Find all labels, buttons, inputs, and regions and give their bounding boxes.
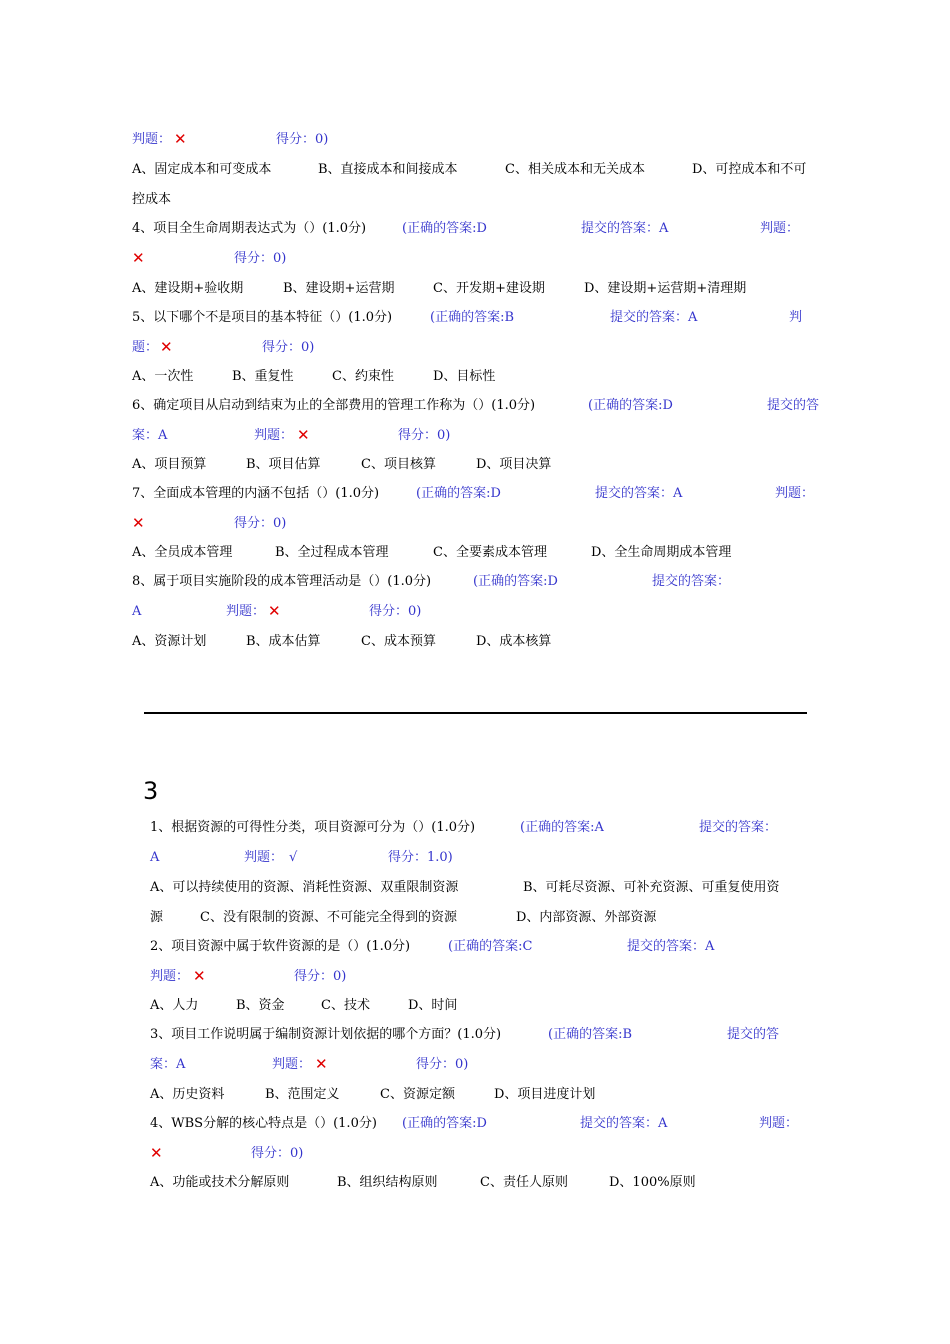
submitted-answer: 提交的答案：A (580, 1116, 668, 1131)
score-label: 得分：0) (234, 516, 287, 531)
option-a: A、历史资料 (150, 1087, 225, 1102)
option-b: B、资金 (236, 998, 285, 1013)
question-stem: 4、项目全生命周期表达式为（）(1.0分) (132, 221, 367, 236)
correct-answer: (正确的答案:D (473, 574, 558, 589)
submitted-answer-part1: 提交的答案： (699, 820, 778, 835)
question-stem: 7、全面成本管理的内涵不包括（）(1.0分) (132, 486, 380, 501)
question-stem: 1、根据资源的可得性分类，项目资源可分为（）(1.0分) (150, 820, 476, 835)
option-c: C、成本预算 (361, 634, 436, 649)
score-label: 得分：0) (294, 969, 347, 984)
judge-label-part1: 判 (789, 310, 803, 325)
wrong-mark-icon: ✕ (193, 967, 206, 985)
option-d: D、时间 (408, 998, 458, 1013)
question-stem: 2、项目资源中属于软件资源的是（）(1.0分) (150, 939, 411, 954)
option-a: A、人力 (150, 998, 199, 1013)
option-a: A、可以持续使用的资源、消耗性资源、双重限制资源 (150, 880, 459, 895)
submitted-answer: 提交的答案：A (610, 310, 698, 325)
score-label: 得分：0) (234, 251, 287, 266)
option-b: B、成本估算 (246, 634, 321, 649)
judge-label: 判题： (254, 428, 294, 443)
option-b: B、全过程成本管理 (275, 545, 389, 560)
question-stem: 3、项目工作说明属于编制资源计划依据的哪个方面？(1.0分) (150, 1027, 502, 1042)
option-c: C、责任人原则 (480, 1175, 568, 1190)
judge-label: 判题： (775, 486, 815, 501)
option-b: B、建设期+运营期 (283, 281, 395, 296)
submitted-answer-part2: A (150, 850, 160, 865)
option-d: D、内部资源、外部资源 (516, 910, 657, 925)
option-c: C、全要素成本管理 (433, 545, 547, 560)
option-c: C、没有限制的资源、不可能完全得到的资源 (200, 910, 457, 925)
correct-answer: (正确的答案:C (448, 939, 533, 954)
correct-answer: (正确的答案:B (430, 310, 515, 325)
score-label: 得分：0) (262, 340, 315, 355)
judge-label: 判题： (226, 604, 266, 619)
submitted-answer: 提交的答案：A (595, 486, 683, 501)
score-label: 得分：0) (276, 132, 329, 147)
judge-label: 判题： (759, 1116, 799, 1131)
option-d: D、全生命周期成本管理 (591, 545, 732, 560)
wrong-mark-icon: ✕ (160, 338, 173, 356)
correct-answer: (正确的答案:A (520, 820, 604, 835)
option-b: B、组织结构原则 (337, 1175, 438, 1190)
wrong-mark-icon: ✕ (315, 1055, 328, 1073)
submitted-answer-part1: 提交的答案： (652, 574, 731, 589)
option-b: B、项目估算 (246, 457, 321, 472)
option-d: D、建设期+运营期+清理期 (584, 281, 747, 296)
option-a: A、功能或技术分解原则 (150, 1175, 290, 1190)
correct-answer: (正确的答案:B (548, 1027, 633, 1042)
option-b: B、重复性 (232, 369, 294, 384)
submitted-answer: 提交的答案：A (627, 939, 715, 954)
wrong-mark-icon: ✕ (268, 602, 281, 620)
submitted-answer-part1: 提交的答 (767, 398, 820, 413)
judge-label: 判题： (760, 221, 800, 236)
option-d: D、成本核算 (476, 634, 552, 649)
question-stem: 8、属于项目实施阶段的成本管理活动是（）(1.0分) (132, 574, 432, 589)
wrong-mark-icon: ✕ (132, 514, 145, 532)
question-stem: 6、确定项目从启动到结束为止的全部费用的管理工作称为（）(1.0分) (132, 398, 536, 413)
option-c: C、项目核算 (361, 457, 436, 472)
submitted-answer-part2: 案：A (132, 428, 168, 443)
wrong-mark-icon: ✕ (174, 130, 187, 148)
option-c: C、技术 (321, 998, 370, 1013)
score-label: 得分：1.0) (388, 850, 453, 865)
wrong-mark-icon: ✕ (150, 1144, 163, 1162)
option-c: C、相关成本和无关成本 (505, 162, 645, 177)
correct-answer: (正确的答案:D (402, 1116, 487, 1131)
option-a: A、建设期+验收期 (132, 281, 244, 296)
option-d: D、项目进度计划 (494, 1087, 596, 1102)
question-stem: 5、以下哪个不是项目的基本特征（）(1.0分) (132, 310, 393, 325)
correct-answer: (正确的答案:D (416, 486, 501, 501)
submitted-answer-part2: A (132, 604, 142, 619)
judge-label: 判题： (132, 132, 172, 147)
option-a: A、资源计划 (132, 634, 207, 649)
option-d: D、100%原则 (609, 1175, 696, 1190)
question-stem: 4、WBS分解的核心特点是（）(1.0分) (150, 1116, 377, 1131)
score-label: 得分：0) (398, 428, 451, 443)
option-a: A、固定成本和可变成本 (132, 162, 272, 177)
submitted-answer: 提交的答案：A (581, 221, 669, 236)
option-b-wrap: 源 (150, 910, 164, 925)
judge-label-part2: 题： (132, 340, 159, 355)
option-c: C、约束性 (332, 369, 394, 384)
option-d: D、项目决算 (476, 457, 552, 472)
option-c: C、资源定额 (380, 1087, 455, 1102)
correct-answer: (正确的答案:D (402, 221, 487, 236)
score-label: 得分：0) (416, 1057, 469, 1072)
option-d: D、目标性 (433, 369, 496, 384)
option-a: A、项目预算 (132, 457, 207, 472)
section-divider (144, 712, 807, 714)
option-c: C、开发期+建设期 (433, 281, 545, 296)
judge-label: 判题： (272, 1057, 312, 1072)
section-number: 3 (143, 777, 159, 805)
option-b: B、可耗尽资源、可补充资源、可重复使用资 (523, 880, 780, 895)
judge-label: 判题： (244, 850, 284, 865)
option-b: B、直接成本和间接成本 (318, 162, 458, 177)
score-label: 得分：0) (369, 604, 422, 619)
submitted-answer-part2: 案：A (150, 1057, 186, 1072)
option-b: B、范围定义 (265, 1087, 340, 1102)
submitted-answer-part1: 提交的答 (727, 1027, 780, 1042)
option-a: A、一次性 (132, 369, 194, 384)
wrong-mark-icon: ✕ (132, 249, 145, 267)
score-label: 得分：0) (251, 1146, 304, 1161)
correct-answer: (正确的答案:D (588, 398, 673, 413)
option-d-wrap: 控成本 (132, 192, 172, 207)
wrong-mark-icon: ✕ (297, 426, 310, 444)
judge-label: 判题： (150, 969, 190, 984)
option-a: A、全员成本管理 (132, 545, 233, 560)
option-d: D、可控成本和不可 (692, 162, 807, 177)
correct-mark-icon: √ (289, 850, 298, 865)
